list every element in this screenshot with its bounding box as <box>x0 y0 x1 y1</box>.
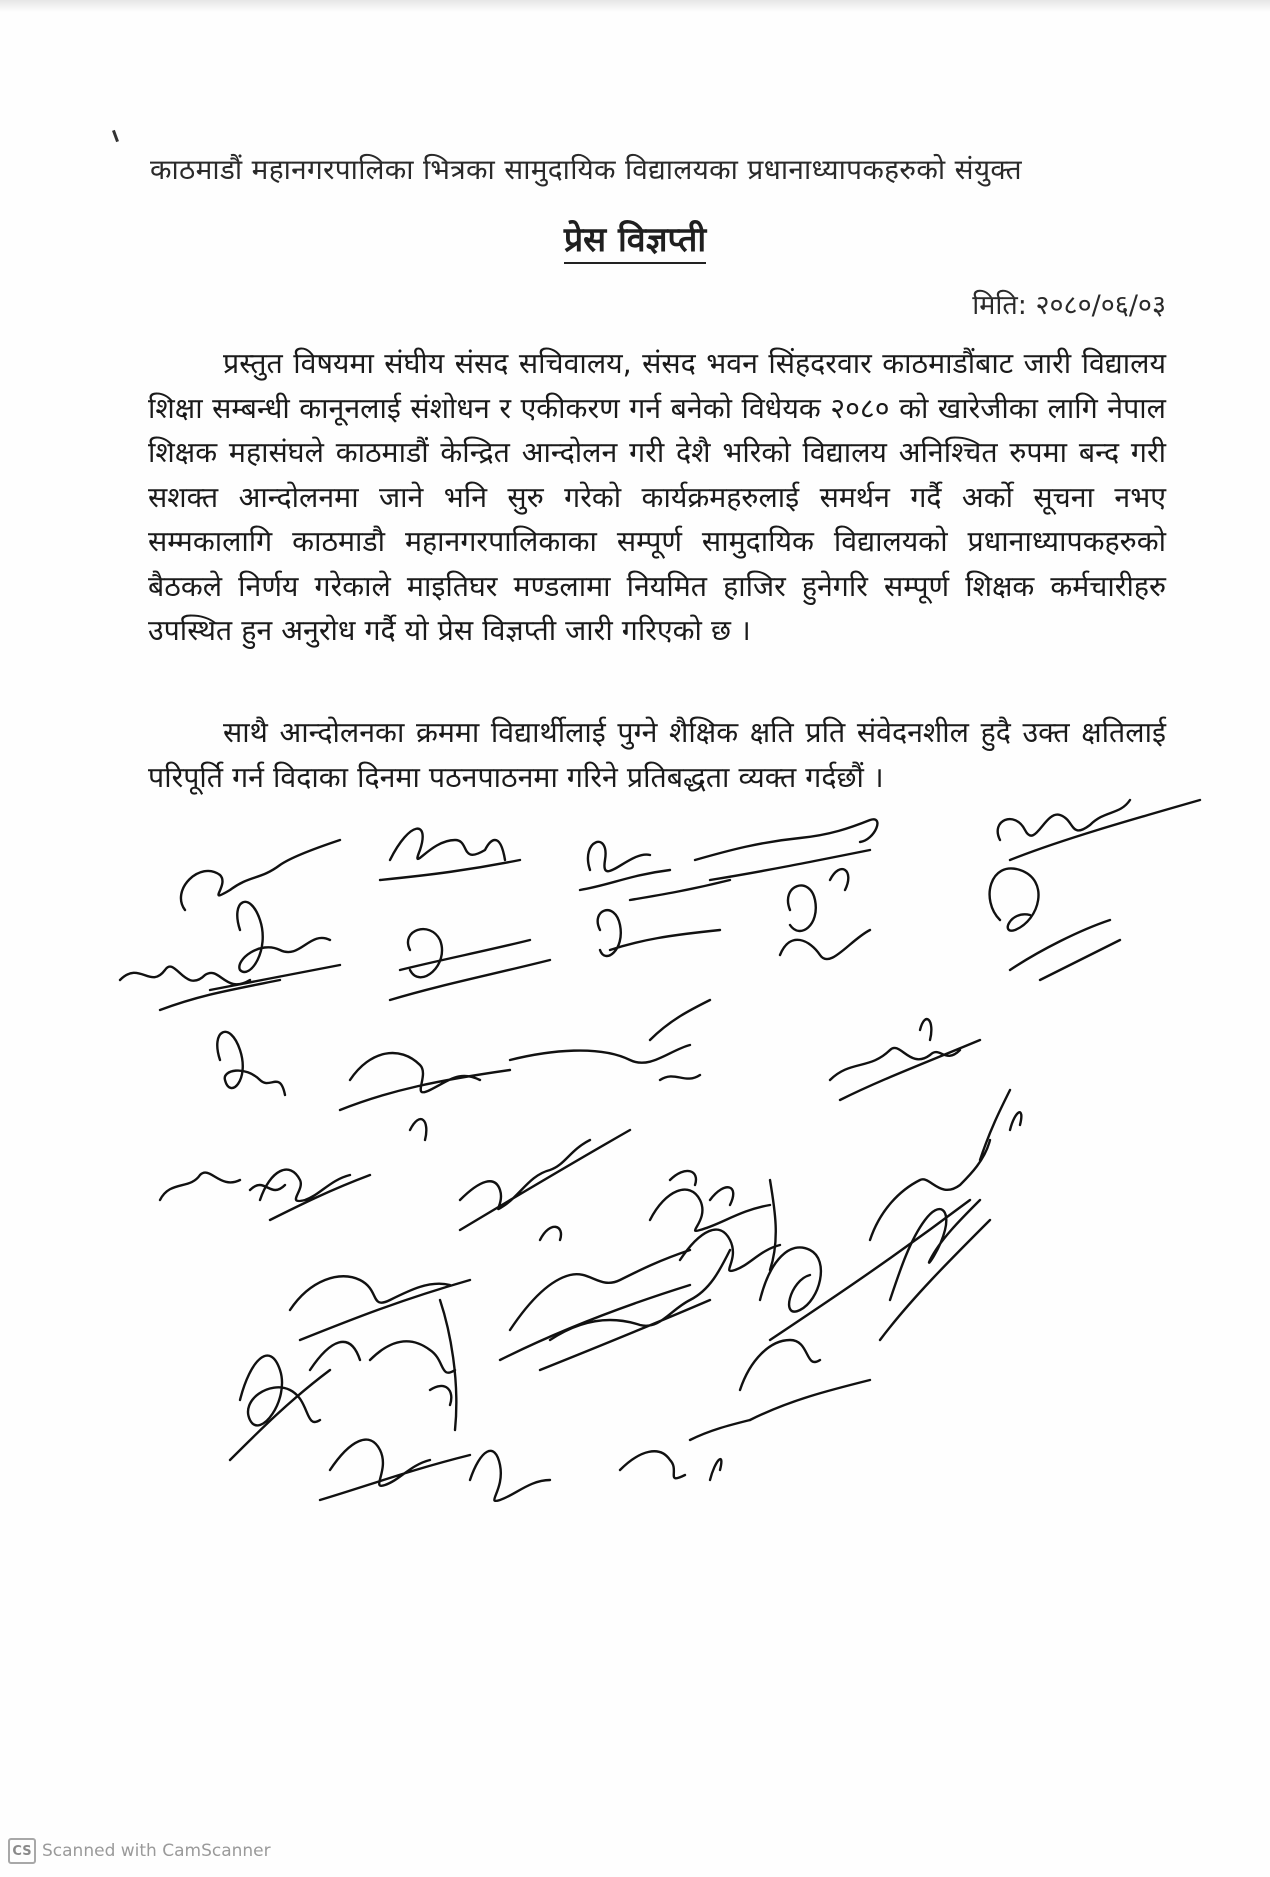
signature-21 <box>290 1276 470 1370</box>
body-paragraph-2: साथै आन्दोलनका क्रममा विद्यार्थीलाई पुग्ने शैक्षिक क्षति प्रति संवेदनशील हुदै उक्त क्षतिलाई परिपूर्ति गर्न विदाका दिनमा पठनपाठनमा गरिने प्रतिबद्धता व्यक्त गर्दछौं । <box>148 716 1166 794</box>
signature-31 <box>470 1451 550 1501</box>
scanner-watermark <box>8 1838 271 1864</box>
document-title-text: प्रेस विज्ञप्ती <box>564 220 706 264</box>
signature-29 <box>760 1200 970 1340</box>
signature-6 <box>120 967 280 1010</box>
signature-15 <box>830 1019 980 1100</box>
signature-14 <box>510 1000 710 1080</box>
document-heading: काठमाडौं महानगरपालिका भित्रका सामुदायिक विद्यालयका प्रधानाध्यापकहरुको संयुक्त <box>150 153 1022 186</box>
signature-13 <box>340 1053 510 1140</box>
signature-25 <box>230 1356 330 1460</box>
signature-17 <box>260 1170 370 1220</box>
signature-22 <box>500 1227 690 1360</box>
signature-26 <box>370 1300 456 1430</box>
signature-8 <box>390 929 550 1000</box>
body-paragraph-1: प्रस्तुत विषयमा संघीय संसद सचिवालय, संसद भवन सिंहदरवार काठमाडौंबाट जारी विद्यालय शिक्षा सम्बन्धी कानूनलाई संशोधन र एकीकरण गर्न बनेको विधेयक २०८० को खारेजीका लागि नेपाल शिक्षक महासंघले काठमाडौं केन्द्रित आन्दोलन गरी देशै भरिको विद्यालय अनिश्चित रुपमा बन्द गरी सशक्त आन्दोलनमा जाने भनि सुरु गरेको कार्यक्रमहरुलाई समर्थन गर्दै अर्को सूचना नभए सम्मकालागि काठमाडौ महानगरपालिकाका सम्पूर्ण सामुदायिक विद्यालयको प्रधानाध्यापकहरुको बैठकले निर्णय गरेकाले माइतिघर मण्डलामा नियमित हाजिर हुनेगरि सम्पूर्ण शिक्षक कर्मचारीहरु उपस्थित हुन अनुरोध गर्दै यो प्रेस विज्ञप्ती जारी गरिएको छ । <box>148 347 1166 647</box>
camscanner-text: Scanned with CamScanner <box>42 1841 271 1861</box>
signature-27 <box>540 1250 730 1370</box>
signature-1 <box>181 840 340 910</box>
handwritten-signatures <box>110 780 1210 1540</box>
signatures-area <box>110 780 1210 1540</box>
document-date: मिति: २०८०/०६/०३ <box>972 290 1166 321</box>
camscanner-logo: CS <box>8 1838 36 1864</box>
signature-28 <box>740 1340 870 1420</box>
signature-11 <box>990 868 1120 980</box>
signature-9 <box>598 880 730 956</box>
signature-30 <box>320 1440 470 1500</box>
stray-ink-mark <box>112 130 119 142</box>
signature-12 <box>217 1032 285 1095</box>
signature-32 <box>620 1420 750 1480</box>
signature-4 <box>695 819 877 880</box>
scan-top-edge <box>0 0 1270 12</box>
signature-18 <box>460 1130 630 1230</box>
document-title <box>0 215 1270 261</box>
signature-3 <box>580 842 670 890</box>
signature-2 <box>380 829 520 880</box>
signature-24 <box>880 1200 990 1340</box>
signature-7 <box>210 902 340 990</box>
signature-10 <box>780 869 870 959</box>
signature-5 <box>998 800 1200 860</box>
